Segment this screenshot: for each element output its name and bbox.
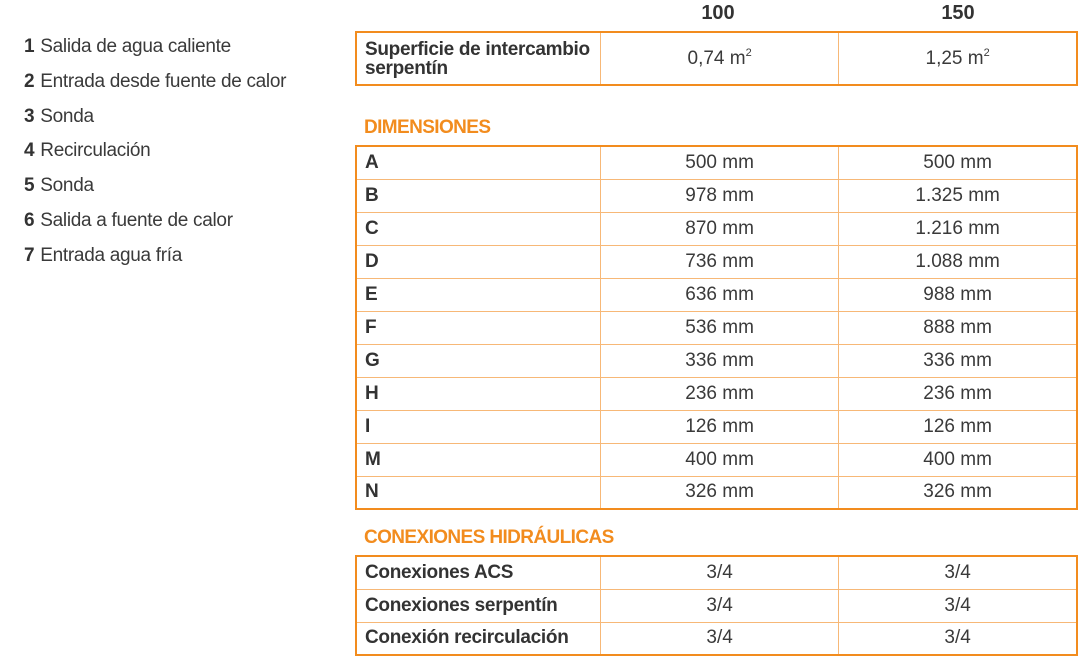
cell-value: 636 mm (601, 278, 839, 311)
legend-item (24, 65, 286, 100)
legend-number: 7 (24, 244, 35, 266)
row-label: E (356, 278, 601, 311)
table-row (356, 179, 1077, 212)
table-row (356, 146, 1077, 179)
cell-value: 236 mm (601, 377, 839, 410)
row-label: D (356, 245, 601, 278)
table-row (356, 476, 1077, 509)
hydraulic-connections-table (355, 555, 1078, 656)
legend-text: Salida a fuente de calor (40, 209, 233, 231)
legend-number: 2 (24, 70, 35, 92)
value-text: 1,25 m (925, 48, 984, 69)
cell-value: 3/4 (839, 556, 1077, 589)
legend-number: 5 (24, 175, 35, 197)
cell-value: 500 mm (601, 146, 839, 179)
row-label: C (356, 212, 601, 245)
unit-exponent: 2 (983, 47, 990, 59)
cell-value: 536 mm (601, 311, 839, 344)
cell-value: 870 mm (601, 212, 839, 245)
cell-value: 1.325 mm (839, 179, 1077, 212)
legend-number: 4 (24, 140, 35, 162)
table-row (356, 212, 1077, 245)
table-row (356, 443, 1077, 476)
legend-item (24, 30, 286, 65)
row-label: I (356, 410, 601, 443)
legend-text: Sonda (40, 105, 94, 127)
cell-value: 326 mm (839, 476, 1077, 509)
dimensions-title: DIMENSIONES (364, 117, 491, 138)
legend-number: 1 (24, 36, 35, 57)
unit-exponent: 2 (745, 47, 752, 59)
legend-number: 6 (24, 209, 35, 231)
row-label: Conexiones serpentín (356, 589, 601, 622)
legend-list (24, 30, 286, 274)
legend-item (24, 239, 286, 274)
cell-value: 3/4 (601, 622, 839, 655)
legend-item (24, 134, 286, 169)
legend-text: Recirculación (40, 140, 151, 162)
cell-value: 3/4 (601, 556, 839, 589)
row-label: G (356, 344, 601, 377)
cell-value: 3/4 (839, 622, 1077, 655)
cell-value: 236 mm (839, 377, 1077, 410)
cell-value: 336 mm (839, 344, 1077, 377)
table-row (356, 377, 1077, 410)
table-row (356, 245, 1077, 278)
row-label: M (356, 443, 601, 476)
legend-text: Entrada agua fría (40, 244, 183, 266)
table-row (356, 32, 1077, 85)
exchange-surface-label: Superficie de intercambio serpentín (356, 32, 601, 85)
table-row (356, 278, 1077, 311)
legend-item (24, 169, 286, 204)
exchange-surface-table (355, 31, 1078, 86)
cell-value: 3/4 (601, 589, 839, 622)
legend-text: Salida de agua caliente (40, 36, 231, 57)
table-row (356, 311, 1077, 344)
cell-value: 1.216 mm (839, 212, 1077, 245)
cell-value: 888 mm (839, 311, 1077, 344)
cell-value: 400 mm (839, 443, 1077, 476)
row-label: H (356, 377, 601, 410)
table-row (356, 556, 1077, 589)
legend-item (24, 100, 286, 135)
cell-value: 336 mm (601, 344, 839, 377)
hydraulic-connections-title: CONEXIONES HIDRÁULICAS (364, 527, 614, 548)
cell-value: 736 mm (601, 245, 839, 278)
cell-value: 326 mm (601, 476, 839, 509)
dimensions-table (355, 145, 1078, 510)
row-label: N (356, 476, 601, 509)
cell-value: 500 mm (839, 146, 1077, 179)
table-row (356, 410, 1077, 443)
column-header-100: 100 (701, 2, 735, 24)
table-row (356, 589, 1077, 622)
cell-value: 3/4 (839, 589, 1077, 622)
legend-number: 3 (24, 105, 35, 127)
cell-value: 126 mm (839, 410, 1077, 443)
exchange-surface-value-150 (839, 32, 1077, 85)
cell-value: 126 mm (601, 410, 839, 443)
cell-value: 1.088 mm (839, 245, 1077, 278)
row-label: F (356, 311, 601, 344)
table-row (356, 344, 1077, 377)
row-label: B (356, 179, 601, 212)
table-row (356, 622, 1077, 655)
legend-text: Entrada desde fuente de calor (40, 70, 287, 92)
column-header-150: 150 (941, 2, 975, 24)
cell-value: 400 mm (601, 443, 839, 476)
row-label: Conexión recirculación (356, 622, 601, 655)
legend-text: Sonda (40, 175, 94, 197)
row-label: Conexiones ACS (356, 556, 601, 589)
cell-value: 988 mm (839, 278, 1077, 311)
row-label: A (356, 146, 601, 179)
legend-item (24, 204, 286, 239)
exchange-surface-value-100 (601, 32, 839, 85)
cell-value: 978 mm (601, 179, 839, 212)
value-text: 0,74 m (687, 48, 746, 69)
